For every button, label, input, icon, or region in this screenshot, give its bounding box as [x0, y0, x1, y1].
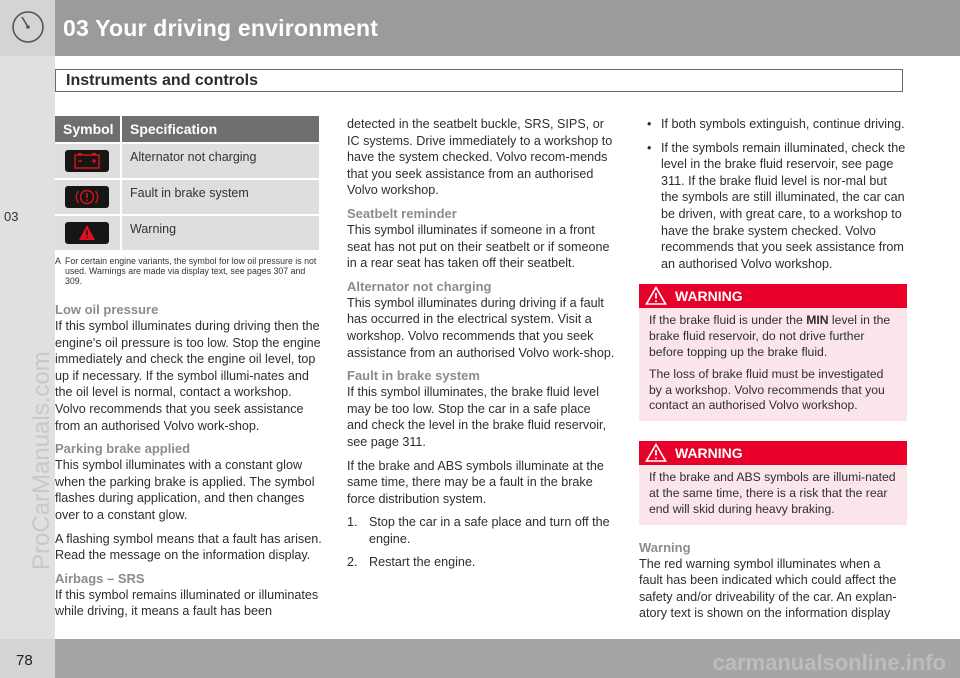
table-row	[55, 180, 319, 214]
warning-paragraph	[649, 313, 897, 360]
page-number: 78	[16, 652, 33, 669]
column-2	[347, 116, 615, 578]
list-item	[347, 514, 615, 547]
heading-alternator: Alternator not charging	[347, 278, 492, 294]
table-cell-spec: Alternator not charging	[130, 150, 257, 164]
warning-title: WARNING	[675, 288, 743, 305]
warning-triangle-icon	[645, 443, 667, 463]
bullet-text: If the symbols remain illuminated, check the level in the brake fluid reservoir, see page 311. If the brake fluid level is nor-mal but the symbols are still illuminated, the car can be driven, with great care, to a workshop to have the brake system checked. Volvo recommends that you seek assistance from an authorised Volvo workshop.	[661, 140, 906, 271]
warning-text-bold: MIN	[806, 313, 829, 328]
steps-list	[347, 514, 615, 571]
watermark-bottom: carmanualsonline.info	[712, 650, 946, 675]
step-number: 1.	[347, 515, 358, 530]
warning-box	[639, 284, 907, 421]
paragraph: If this symbol remains illuminated or illuminates while driving, it means a fault has been	[55, 587, 319, 619]
warning-text: If the brake fluid is under the	[649, 313, 807, 328]
warning-body	[639, 308, 907, 421]
heading-warning: Warning	[639, 539, 691, 555]
paragraph: If this symbol illuminates, the brake fluid level may be too low. Stop the car in a safe place and check the level in the brake fluid reservoir, see page 311.	[347, 385, 607, 449]
watermark-left: ProCarManuals.com	[28, 351, 55, 570]
section-title: Instruments and controls	[66, 72, 259, 89]
warning-paragraph: If the brake and ABS symbols are illumi-nated at the same time, there is a risk that the rear end will skid during heavy braking.	[649, 470, 896, 516]
list-item	[639, 116, 907, 133]
table-cell-spec: Warning	[130, 222, 177, 236]
heading-brake-fault: Fault in brake system	[347, 368, 480, 384]
paragraph: This symbol illuminates if someone in a front seat has not put on their seatbelt or if someone in a rear seat has taken off their seatbelt.	[347, 222, 610, 271]
warning-paragraph: The loss of brake fluid must be investigated by a workshop. Volvo recommends that you contact an authorised Volvo workshop.	[649, 366, 885, 413]
paragraph: The red warning symbol illuminates when a fault has been indicated which could affect the safety and/or driveability of the car. An explan-atory text is shown on the information display	[639, 556, 897, 621]
paragraph: If this symbol illuminates during driving then the engine's oil pressure is too low. Stop the engine immediately and check the engine oil level, top up if necessary. If the symbol illumi-nates and the oil level is normal, contact a workshop. Volvo recommends that you seek assistance from an authorised Volvo work-shop.	[55, 319, 321, 433]
table-header-symbol: Symbol	[63, 121, 114, 137]
brake-fault-icon	[65, 186, 109, 208]
paragraph: A flashing symbol means that a fault has arisen. Read the message on the information display.	[55, 531, 322, 563]
table-row	[55, 216, 319, 250]
table-header	[55, 116, 319, 142]
warning-body	[639, 465, 907, 524]
column-3	[639, 116, 907, 629]
side-chapter-number: 03	[4, 209, 19, 224]
table-row	[55, 144, 319, 178]
warning-header	[639, 441, 907, 465]
footnote-text: For certain engine variants, the symbol for low oil pressure is not used. Warnings are made via display text, see pages 307 and 309.	[65, 256, 317, 286]
heading-airbags-srs: Airbags – SRS	[55, 570, 145, 586]
warning-header	[639, 284, 907, 308]
table-cell-spec: Fault in brake system	[130, 186, 249, 200]
step-text: Stop the car in a safe place and turn off the engine.	[369, 515, 610, 546]
section-bar	[55, 69, 903, 92]
bullet-dot: •	[647, 140, 652, 155]
bullet-list	[639, 116, 907, 272]
footnote-mark: A	[55, 256, 61, 266]
warning-text: level in the brake fluid reservoir, do not drive further before topping up the brake fluid.	[649, 313, 891, 359]
list-item	[347, 554, 615, 571]
bullet-dot: •	[647, 117, 652, 131]
column-1	[55, 302, 323, 627]
heading-seatbelt-reminder: Seatbelt reminder	[347, 205, 457, 221]
list-item	[639, 140, 907, 273]
symbol-table	[55, 116, 319, 250]
warning-title: WARNING	[675, 445, 743, 462]
step-text: Restart the engine.	[369, 555, 476, 570]
table-header-specification: Specification	[130, 121, 218, 137]
warning-triangle-icon	[65, 222, 109, 244]
paragraph: This symbol illuminates during driving if a fault has occurred in the electrical system. Visit a workshop. Volvo recommends that you seek assistance from an authorised Volvo work-shop.	[347, 295, 615, 360]
step-number: 2.	[347, 555, 358, 570]
paragraph: If the brake and ABS symbols illuminate at the same time, there may be a fault in the brake force distribution system.	[347, 458, 604, 506]
paragraph: This symbol illuminates with a constant glow when the parking brake is applied. The symbol flashes during application, and then changes over to a constant glow.	[55, 458, 315, 522]
heading-low-oil-pressure: Low oil pressure	[55, 302, 159, 317]
gauge-icon	[11, 10, 45, 44]
battery-icon	[65, 150, 109, 172]
chapter-tab	[0, 0, 55, 56]
warning-box	[639, 441, 907, 524]
heading-parking-brake: Parking brake applied	[55, 441, 191, 457]
bullet-text: If both symbols extinguish, continue driving.	[661, 117, 905, 131]
paragraph: detected in the seatbelt buckle, SRS, SIPS, or IC systems. Drive immediately to a workshop to have the system checked. Volvo recom-mends that you seek assistance from an authorised Volvo workshop.	[347, 117, 613, 198]
warning-triangle-icon	[645, 286, 667, 306]
table-footnote	[55, 256, 321, 286]
chapter-title: 03 Your driving environment	[63, 15, 379, 41]
